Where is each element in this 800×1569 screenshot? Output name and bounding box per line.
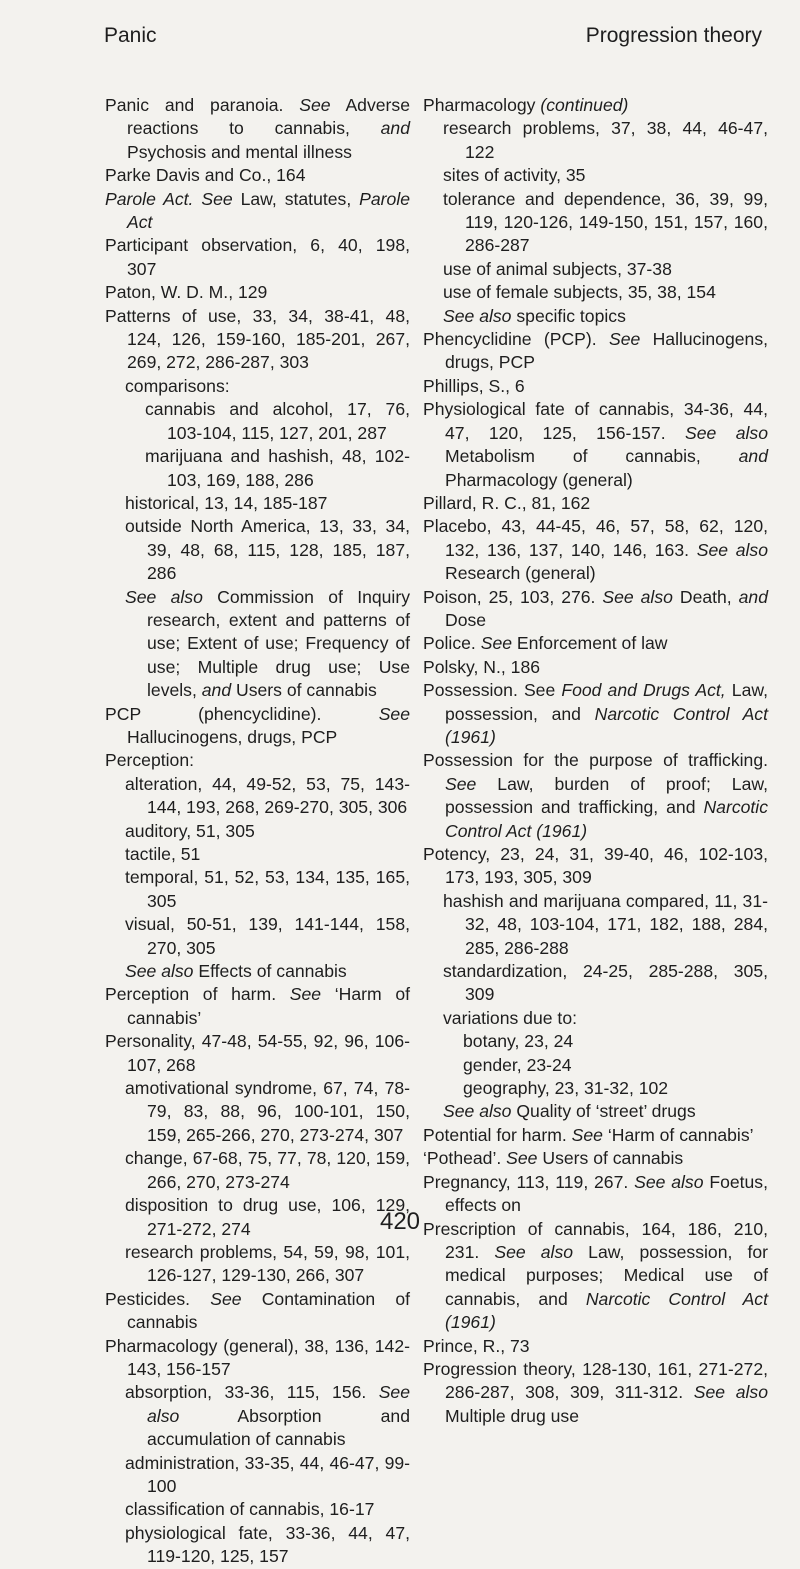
index-subentry: historical, 13, 14, 185-187	[125, 492, 328, 513]
index-subentry: sites of activity, 35	[443, 165, 586, 186]
index-entry: Participant observation, 6, 40, 198, 307	[105, 235, 410, 279]
index-subentry: use of female subjects, 35, 38, 154	[443, 282, 716, 303]
index-entry: Possession. See Food and Drugs Act, Law, possession, and Narcotic Control Act (1961)	[423, 680, 768, 747]
index-entry: Prescription of cannabis, 164, 186, 210, 231. See also Law, possession, for medical purposes; Medical use of cannabis, and Narcotic Control Act (1961)	[423, 1218, 768, 1333]
index-subentry: use of animal subjects, 37-38	[443, 258, 672, 279]
index-subentry: alteration, 44, 49-52, 53, 75, 143-144, 193, 268, 269-270, 305, 306	[125, 773, 410, 818]
index-subentry: change, 67-68, 75, 77, 78, 120, 159, 266, 270, 273-274	[125, 1148, 410, 1192]
index-entry: Phencyclidine (PCP). See Hallucinogens, drugs, PCP	[423, 329, 768, 373]
index-subentry: hashish and marijuana compared, 11, 31-32, 48, 103-104, 171, 182, 188, 284, 285, 286-288	[443, 890, 768, 958]
index-subentry: cannabis and alcohol, 17, 76, 103-104, 115, 127, 201, 287	[145, 399, 410, 443]
index-subentry: tolerance and dependence, 36, 39, 99, 119, 120-126, 149-150, 151, 157, 160, 286-287	[443, 188, 768, 256]
index-subentry: marijuana and hashish, 48, 102-103, 169, 188, 286	[145, 446, 410, 490]
index-subentry: absorption, 33-36, 115, 156. See also Absorption and accumulation of cannabis	[125, 1382, 410, 1450]
running-head-right: Progression theory	[585, 24, 762, 47]
index-entry: Progression theory, 128-130, 161, 271-272, 286-287, 308, 309, 311-312. See also Multiple drug use	[423, 1358, 768, 1426]
index-subentry: See also Quality of ‘street’ drugs	[443, 1101, 696, 1122]
index-entry: PCP (phencyclidine). See Hallucinogens, drugs, PCP	[105, 703, 410, 747]
index-entry: Possession for the purpose of trafficking. See Law, burden of proof; Law, possession and trafficking, and Narcotic Control Act (1961)	[423, 750, 768, 841]
running-head-left: Panic	[104, 24, 157, 47]
index-subentry: See also Effects of cannabis	[125, 961, 347, 982]
index-subentry: auditory, 51, 305	[125, 820, 255, 841]
index-entry: Poison, 25, 103, 276. See also Death, and Dose	[423, 586, 768, 630]
index-subentry: comparisons:	[125, 375, 230, 396]
index-entry: Potency, 23, 24, 31, 39-40, 46, 102-103, 173, 193, 305, 309	[423, 844, 768, 888]
index-entry: Phillips, S., 6	[423, 375, 525, 396]
index-subentry: See also specific topics	[443, 305, 626, 326]
index-subentry: See also Commission of Inquiry research, extent and patterns of use; Extent of use; Frequency of use; Multiple drug use; Use levels, and Users of cannabis	[125, 586, 410, 701]
index-entry: Paton, W. D. M., 129	[105, 282, 268, 303]
index-subentry: amotivational syndrome, 67, 74, 78-79, 83, 88, 96, 100-101, 150, 159, 265-266, 270, 273-274, 307	[125, 1078, 410, 1145]
index-entry: ‘Pothead’. See Users of cannabis	[423, 1148, 684, 1169]
index-entry: Placebo, 43, 44-45, 46, 57, 58, 62, 120, 132, 136, 137, 140, 146, 163. See also Research (general)	[423, 516, 768, 584]
index-subentry: disposition to drug use, 106, 129, 271-272, 274	[125, 1195, 410, 1239]
index-entry: Pregnancy, 113, 119, 267. See also Foetus, effects on	[423, 1171, 768, 1216]
index-entry: Potential for harm. See ‘Harm of cannabis’	[423, 1124, 754, 1145]
index-entry: Parole Act. See Law, statutes, Parole Act	[105, 188, 411, 233]
index-subentry: standardization, 24-25, 285-288, 305, 309	[443, 961, 768, 1005]
page-number: 420	[379, 1208, 421, 1235]
index-subentry: classification of cannabis, 16-17	[125, 1499, 375, 1520]
index-entry: Parke Davis and Co., 164	[105, 165, 306, 186]
index-subentry: physiological fate, 33-36, 44, 47, 119-120, 125, 157	[125, 1522, 410, 1567]
index-entry: Pesticides. See Contamination of cannabis	[105, 1288, 410, 1333]
index-subentry: visual, 50-51, 139, 141-144, 158, 270, 305	[125, 914, 410, 958]
index-subentry: outside North America, 13, 33, 34, 39, 48, 68, 115, 128, 185, 187, 286	[125, 516, 410, 584]
index-entry: Patterns of use, 33, 34, 38-41, 48, 124, 126, 159-160, 185-201, 267, 269, 272, 286-287, 303	[105, 305, 410, 373]
index-entry: Panic and paranoia. See Adverse reactions to cannabis, and Psychosis and mental illness	[105, 95, 410, 162]
index-subentry: gender, 23-24	[463, 1054, 572, 1075]
index-entry: Polsky, N., 186	[423, 656, 541, 677]
index-entry: Prince, R., 73	[423, 1335, 530, 1356]
index-entry: Perception:	[105, 750, 194, 771]
index-subentry: tactile, 51	[125, 844, 201, 864]
index-entry: Pharmacology (continued)	[423, 95, 629, 115]
index-entry: Pharmacology (general), 38, 136, 142-143, 156-157	[105, 1335, 410, 1379]
index-entry: Perception of harm. See ‘Harm of cannabis’	[105, 984, 410, 1028]
index-subentry: administration, 33-35, 44, 46-47, 99-100	[125, 1452, 410, 1496]
index-subentry: geography, 23, 31-32, 102	[463, 1078, 669, 1099]
index-entry: Personality, 47-48, 54-55, 92, 96, 106-107, 268	[105, 1031, 410, 1075]
index-entry: Physiological fate of cannabis, 34-36, 44, 47, 120, 125, 156-157. See also Metabolism of cannabis, and Pharmacology (general)	[423, 399, 768, 490]
index-subentry: temporal, 51, 52, 53, 134, 135, 165, 305	[125, 867, 410, 911]
index-subentry: research problems, 37, 38, 44, 46-47, 122	[443, 118, 768, 162]
index-entry: Pillard, R. C., 81, 162	[423, 492, 591, 513]
index-subentry: botany, 23, 24	[463, 1031, 574, 1052]
index-subentry: research problems, 54, 59, 98, 101, 126-127, 129-130, 266, 307	[125, 1241, 410, 1286]
index-column-left	[105, 94, 410, 1569]
index-subentry: variations due to:	[443, 1007, 577, 1028]
index-entry: Police. See Enforcement of law	[423, 633, 668, 654]
